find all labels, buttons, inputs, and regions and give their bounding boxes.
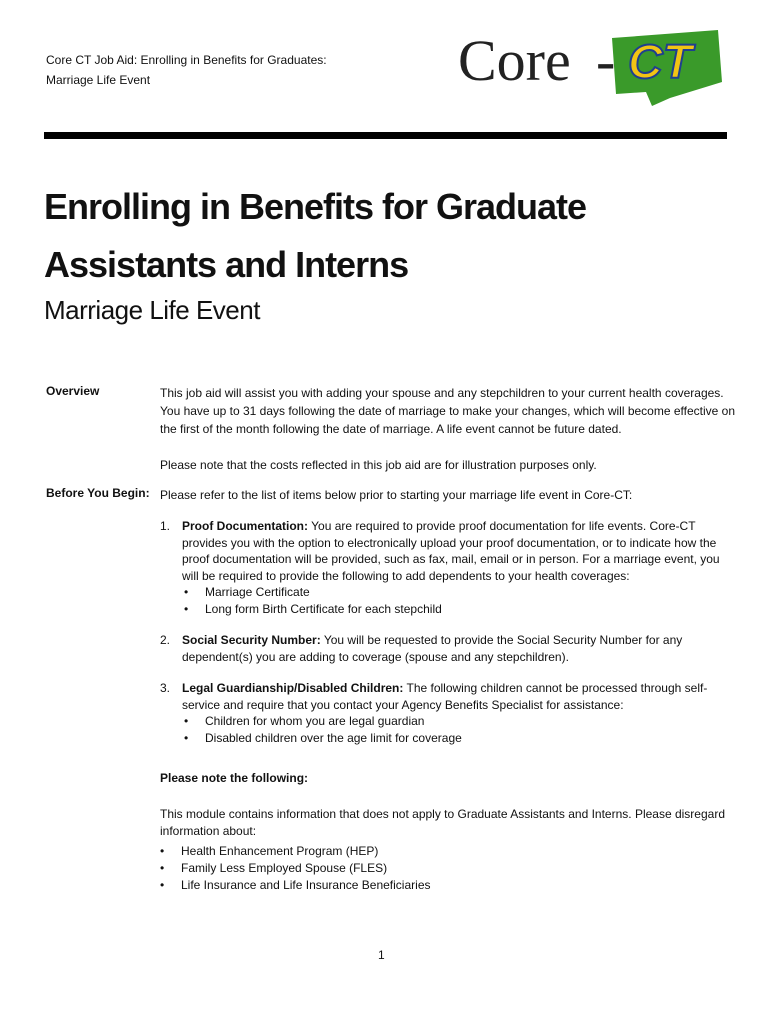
logo-ct-text: CT <box>628 36 692 89</box>
list-item: • Life Insurance and Life Insurance Beneficiaries <box>160 877 730 894</box>
header-line-2: Marriage Life Event <box>46 73 151 87</box>
list-item: • Health Enhancement Program (HEP) <box>160 843 730 860</box>
item-title: Proof Documentation: <box>182 519 308 533</box>
logo-dash-text: - <box>596 28 616 93</box>
numbered-item-2 <box>160 632 730 665</box>
note-paragraph: This module contains information that does not apply to Graduate Assistants and Interns. Please disregard information about: <box>160 807 725 838</box>
illustration-note: Please note that the costs reflected in this job aid are for illustration purposes only. <box>160 458 597 472</box>
list-item: • Long form Birth Certificate for each stepchild <box>182 601 730 618</box>
page-subtitle: Marriage Life Event <box>44 295 260 325</box>
overview-paragraph: This job aid will assist you with adding your spouse and any stepchildren to your current health coverages. You have up to 31 days following the date of marriage to make your changes, which will become effective on the first of the month following the date of marriage. A life event cannot be future dated. <box>160 386 736 436</box>
item-title: Legal Guardianship/Disabled Children: <box>182 681 404 695</box>
header-line-1: Core CT Job Aid: Enrolling in Benefits for Graduates: <box>46 53 327 67</box>
page-number: 1 <box>378 948 385 962</box>
list-item: • Children for whom you are legal guardian <box>182 713 730 730</box>
item-text: You will be requested to provide the Social Security Number for any dependent(s) you are adding to coverage (spouse and any stepchildren). <box>182 633 683 664</box>
core-ct-logo <box>456 20 726 110</box>
item-number: 3. <box>160 681 171 695</box>
header-divider <box>44 132 727 139</box>
note-list <box>160 843 730 894</box>
numbered-item-3 <box>160 680 730 746</box>
item-text: You are required to provide proof documentation for life events. Core-CT provides you with the option to electronically upload your proof documentation, or to indicate how the proof documentation will be provided, such as fax, mail, email or in person. For a marriage event, you will be required to provide the following to add dependents to your health coverages: <box>182 519 720 583</box>
list-item: • Marriage Certificate <box>182 584 730 601</box>
item-number: 2. <box>160 633 171 647</box>
page-title: Enrolling in Benefits for Graduate Assistants and Interns <box>44 186 587 285</box>
before-you-begin-intro: Please refer to the list of items below prior to starting your marriage life event in Core-CT: <box>160 488 633 502</box>
list-item: • Family Less Employed Spouse (FLES) <box>160 860 730 877</box>
running-header <box>46 50 327 90</box>
overview-label: Overview <box>46 384 100 398</box>
item-title: Social Security Number: <box>182 633 321 647</box>
list-item: • Disabled children over the age limit for coverage <box>182 730 730 747</box>
logo-core-text: Core <box>458 28 571 93</box>
numbered-item-1 <box>160 518 730 618</box>
note-heading: Please note the following: <box>160 771 309 785</box>
item-text: The following children cannot be processed through self-service and require that you contact your Agency Benefits Specialist for assistance: <box>182 681 708 712</box>
before-you-begin-label: Before You Begin: <box>46 486 150 500</box>
item-number: 1. <box>160 519 171 533</box>
